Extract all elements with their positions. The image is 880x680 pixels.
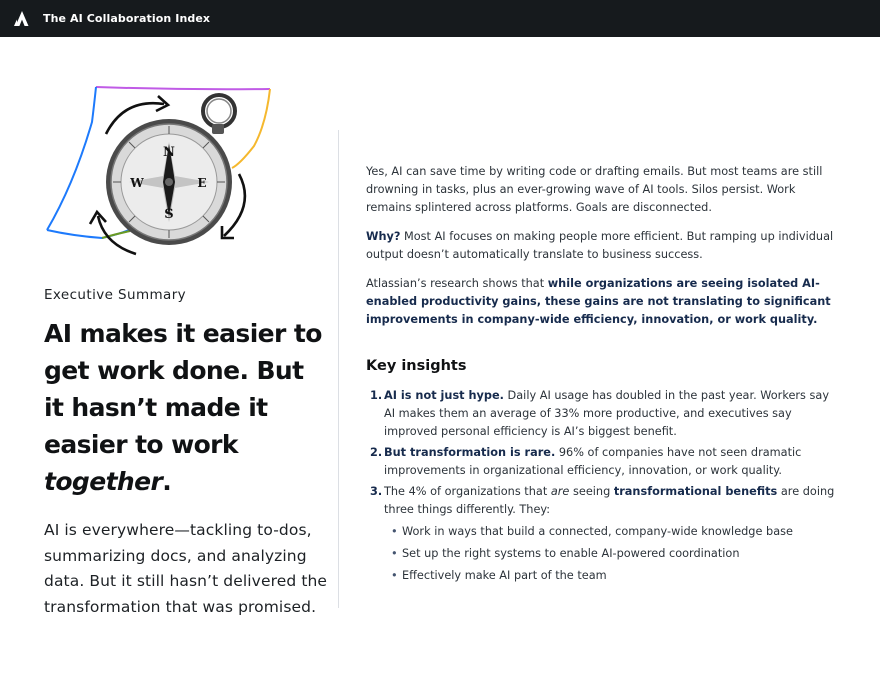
insight-item-1: 1. AI is not just hype. Daily AI usage has doubled in the past year. Workers say AI makes them an average of 33% more productive, and executives say improved personal efficiency is AI’s biggest benefit. xyxy=(370,389,830,438)
list-item: • Set up the right systems to enable AI-powered coordination xyxy=(384,545,842,563)
top-bar xyxy=(0,0,880,37)
list-item: • Effectively make AI part of the team xyxy=(384,567,842,585)
compass-e: E xyxy=(197,176,207,190)
compass-w: W xyxy=(130,176,144,190)
compass-n: N xyxy=(163,145,175,160)
frame-purple-edge xyxy=(96,87,270,89)
frame-left-edge xyxy=(47,87,96,230)
insight-item-3: 3. The 4% of organizations that are seeing transformational benefits are doing three things differently. They: • Work in ways that build a connected, company-wide knowledge base • Set up the right systems to enable AI-powered coordination • Effectively make AI part of the team xyxy=(366,483,842,585)
insight-item-2: 2. But transformation is rare. 96% of companies have not seen dramatic improvements in organizational efficiency, innovation, or work quality. xyxy=(370,446,802,477)
intro-paragraph: AI is everywhere—tackling to-dos, summarizing docs, and analyzing data. But it still hasn’t delivered the transformation that was promised. xyxy=(44,521,328,616)
compass-illustration xyxy=(44,84,274,256)
report-title: The AI Collaboration Index xyxy=(43,12,211,25)
frame-right-edge xyxy=(232,89,270,168)
body-paragraph-1: Yes, AI can save time by writing code or drafting emails. But most teams are still drowning in tasks, plus an ever-growing wave of AI tools. Silos persist. Work remains splintered across platforms. Goals are disconnected. xyxy=(366,165,823,214)
atlassian-logo-icon xyxy=(13,10,31,28)
section-eyebrow: Executive Summary xyxy=(44,287,187,303)
key-insights-heading: Key insights xyxy=(366,358,467,374)
body-column xyxy=(366,163,842,589)
body-paragraph-3: Atlassian’s research shows that while organizations are seeing isolated AI-enabled productivity gains, these gains are not translating to significant improvements in company-wide efficiency, innovation, or work quality. xyxy=(366,277,831,326)
key-insights-list xyxy=(366,387,842,585)
list-item: • Work in ways that build a connected, company-wide knowledge base xyxy=(384,523,842,541)
insight-sub-list xyxy=(384,523,842,585)
compass-s: S xyxy=(164,207,174,222)
executive-summary-column xyxy=(44,287,329,620)
column-divider xyxy=(338,130,339,608)
page-headline: AI makes it easier to get work done. But it hasn’t made it easier to work together. xyxy=(44,319,322,496)
body-paragraph-2: Why? Most AI focuses on making people more efficient. But ramping up individual output doesn’t automatically translate to business success. xyxy=(366,230,834,261)
